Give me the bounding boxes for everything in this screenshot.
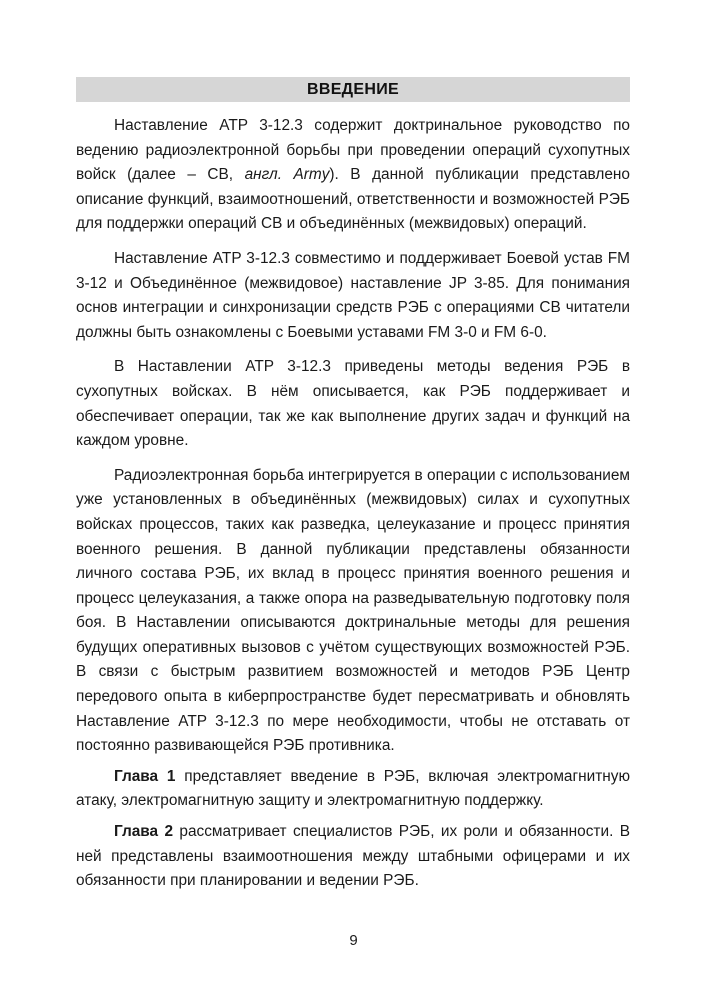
paragraph-integration: Радиоэлектронная борьба интегрируется в операции с использованием уже установленных в объединённых (межвидовых) силах и сухопутных войсках процессов, таких как разведка, целеуказание и процесс принятия военного решения. В данной публикации представлены обязанности личного состава РЭБ, их вклад в процесс принятия военного решения и процесс целеуказания, а также опора на разведывательную подготовку поля боя. В Наставлении описываются доктринальные методы для решения будущих оперативных вызовов с учётом существующих возможностей РЭБ. В связи с быстрым развитием возможностей и методов РЭБ Центр передового опыта в киберпространстве будет пересматривать и обновлять Наставление ATP 3-12.3 по мере необходимости, чтобы не отставать от постоянно развивающейся РЭБ противника. (76, 466, 630, 755)
chapter-1-text: представляет введение в РЭБ, включая электромагнитную атаку, электромагнитную защиту и электромагнитную поддержку. (76, 767, 630, 810)
paragraph-intro-italic: англ. Army (244, 166, 330, 184)
paragraph-intro-part-1: Наставление ATP 3-12.3 содержит доктринальное руководство по ведению радиоэлектронной борьбы при проведении операций сухопутных войск (далее – СВ, (76, 117, 630, 184)
paragraph-compatibility: Наставление ATP 3-12.3 совместимо и поддерживает Боевой устав FM 3-12 и Объединённое (межвидовое) наставление JP 3-85. Для понимания основ интеграции и синхронизации средств РЭБ с операциями СВ читатели должны быть ознакомлены с Боевыми уставами FM 3-0 и FM 6-0. (76, 249, 630, 341)
paragraph-intro-part-2: ). В данной публикации представлено описание функций, взаимоотношений, ответственности и возможностей РЭБ для поддержки операций СВ и объединённых (межвидовых) операций. (76, 166, 630, 233)
chapter-2-label: Глава 2 (114, 823, 174, 841)
document-body (76, 114, 630, 904)
page-number: 9 (349, 932, 358, 949)
paragraph-methods: В Наставлении ATP 3-12.3 приведены методы ведения РЭБ в сухопутных войсках. В нём описывается, как РЭБ поддерживает и обеспечивает операции, так же как выполнение других задач и функций на каждом уровне. (76, 358, 630, 450)
paragraph-chapter-1 (76, 765, 630, 814)
section-heading-bar (76, 77, 630, 102)
paragraph-intro (76, 114, 630, 237)
chapter-1-label: Глава 1 (114, 767, 176, 785)
chapter-2-text: рассматривает специалистов РЭБ, их роли и обязанности. В ней представлены взаимоотношения между штабными офицерами и их обязанности при планировании и ведении РЭБ. (76, 823, 630, 890)
section-heading: ВВЕДЕНИЕ (307, 80, 399, 98)
paragraph-chapter-2 (76, 820, 630, 894)
